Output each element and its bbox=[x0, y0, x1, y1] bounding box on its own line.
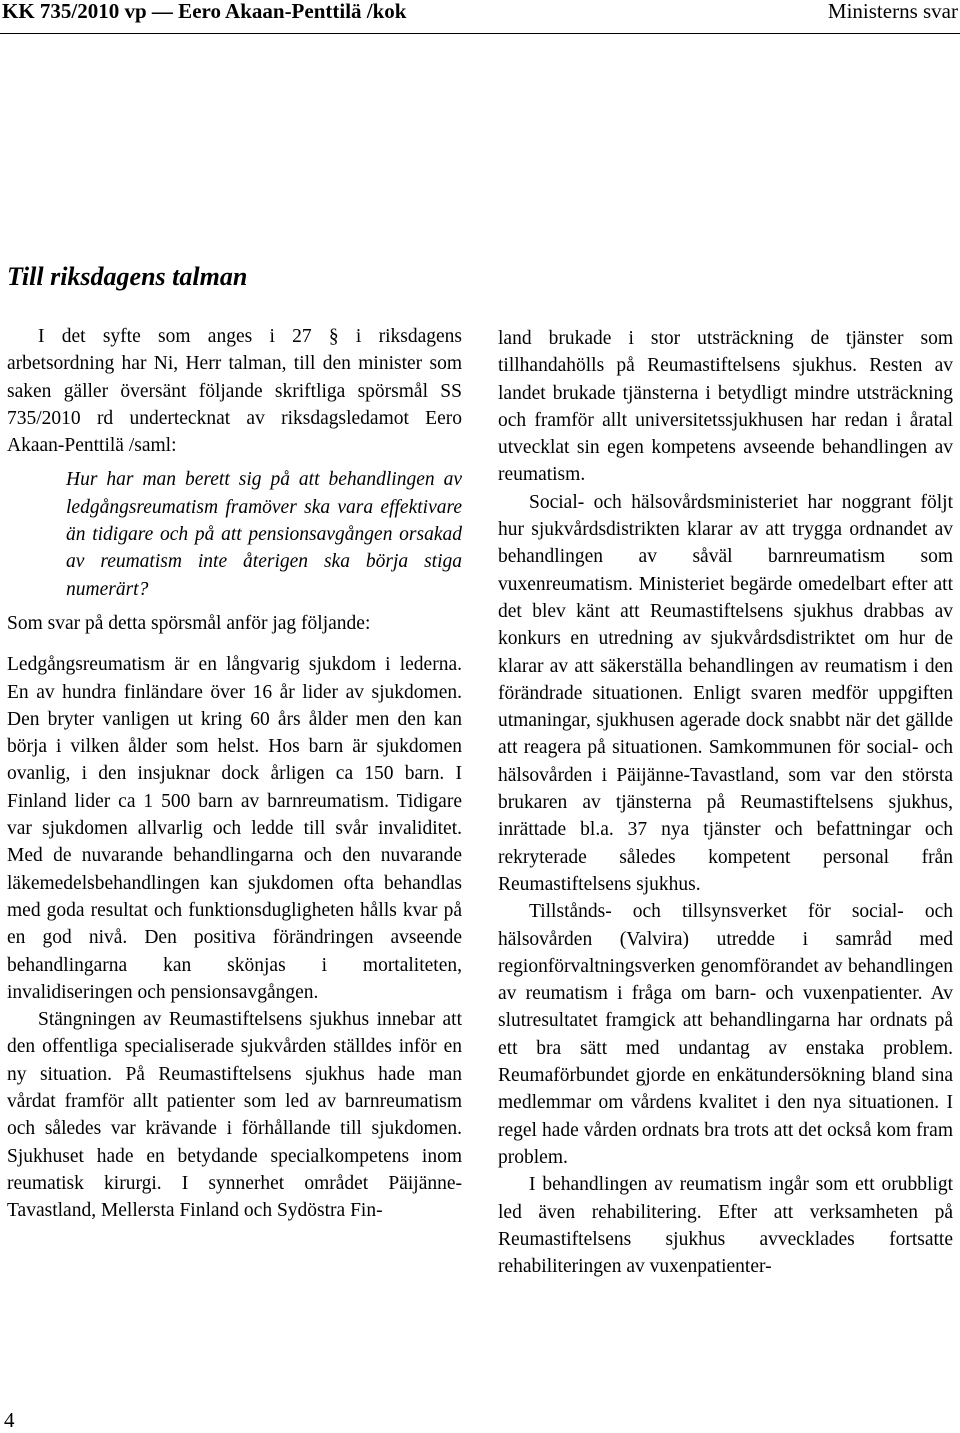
intro-paragraph: I det syfte som anges i 27 § i riksdagens arbetsordning har Ni, Herr talman, till den minister som saken gäller översänt följande skriftliga spörsmål SS 735/2010 rd undertecknat av riksdagsledamot Eero Akaan-Penttilä /saml: bbox=[7, 326, 462, 457]
body-paragraph: Ledgångsreumatism är en långvarig sjukdom i lederna. En av hundra finländare över 16 år lider av sjukdomen. Den bryter vanligen ut kring 60 års ålder men den kan börja i vilken ålder som helst. Hos barn är sjukdomen ovanlig, i den insjuknar dock årligen ca 150 barn. I Finland lider ca 1 500 barn av barnreumatism. Tidigare var sjukdomen allvarlig och ledde till svår invaliditet. Med de nuvarande behandlingarna och den nuvarande läkemedelsbehandlingen kan sjukdomen ofta behandlas med goda resultat och funktionsdugligheten hålls kvar på en god nivå. Den positiva förändringen avseende behandlingarna kan skönjas i mortaliteten, invalidiseringen och pensionsavgången. bbox=[7, 654, 462, 1003]
page-header bbox=[0, 0, 960, 34]
right-column bbox=[498, 325, 953, 1280]
body-paragraph: I behandlingen av reumatism ingår som ett orubbligt led även rehabilitering. Efter att verksamheten på Reumastiftelsens sjukhus avvecklades fortsatte rehabiliteringen av vuxenpatienter- bbox=[498, 1174, 953, 1278]
body-paragraph: Stängningen av Reumastiftelsens sjukhus innebar att den offentliga specialiserade sjukvården ställdes inför en ny situation. På Reumastiftelsens sjukhus hade man vårdat framför allt patienter som led av barnreumatism och således var krävande i förhållande till sjukdomen. Sjukhuset hade en betydande specialkompetens inom reumatisk kirurgi. I synnerhet området Päijänne-Tavastland, Mellersta Finland och Sydöstra Fin- bbox=[7, 1009, 462, 1222]
header-section-title: Ministerns svar bbox=[827, 0, 958, 23]
body-paragraph: Social- och hälsovårdsministeriet har noggrant följt hur sjukvårdsdistrikten klarar av att trygga ordnandet av behandlingen av såväl barnreumatism som vuxenreumatism. Ministeriet begärde omedelbart efter att det blev känt att Reumastiftelsens sjukhus drabbas av konkurs en utredning av sjukvårdsdistriktet om hur de klarar av att säkerställa behandlingen av reumatism i den förändrade situationen. Enligt svaren medför uppgiften utmaningar, sjukhusen agerade dock snabbt när det gällde att reagera på situationen. Samkommunen för social- och hälsovården i Päijänne-Tavastland, som var den största brukaren av tjänsterna på Reumastiftelsens sjukhus, inrättade bl.a. 37 nya tjänster och befattningar och rekryterade således kompetent personal från Reumastiftelsens sjukhus. bbox=[498, 491, 953, 895]
left-column bbox=[7, 323, 462, 1225]
question-text: Hur har man berett sig på att behandlingen av ledgångsreumatism framöver ska vara effektivare än tidigare och på att pensionsavgången orsakad av reumatism inte återigen ska börja stiga numerärt? bbox=[66, 469, 462, 600]
header-document-ref: KK 735/2010 vp — Eero Akaan-Penttilä /kok bbox=[2, 0, 407, 23]
page-number: 4 bbox=[4, 1408, 15, 1432]
answer-intro: Som svar på detta spörsmål anför jag följande: bbox=[7, 612, 371, 634]
body-paragraph: Tillstånds- och tillsynsverket för social- och hälsovården (Valvira) utredde i samråd med regionförvaltningsverken genomförandet av behandlingen av reumatism i fråga om barn- och vuxenpatienter. Av slutresultatet framgick att behandlingarna har ordnats på ett bra sätt med undantag av enstaka problem. Reumaförbundet gjorde en enkätundersökning bland sina medlemmar om vårdens kvalitet i den nya situationen. I regel hade vården ordnats bra trots att det också kom fram problem. bbox=[498, 901, 953, 1168]
addressee-heading: Till riksdagens talman bbox=[7, 262, 248, 291]
body-paragraph: land brukade i stor utsträckning de tjänster som tillhandahölls på Reumastiftelsens sjukhus. Resten av landet brukade tjänsterna i betydligt mindre utsträckning och framför allt universitetssjukhusen har redan i åratal utvecklat sin egen kompetens avseende behandlingen av reumatism. bbox=[498, 328, 953, 486]
